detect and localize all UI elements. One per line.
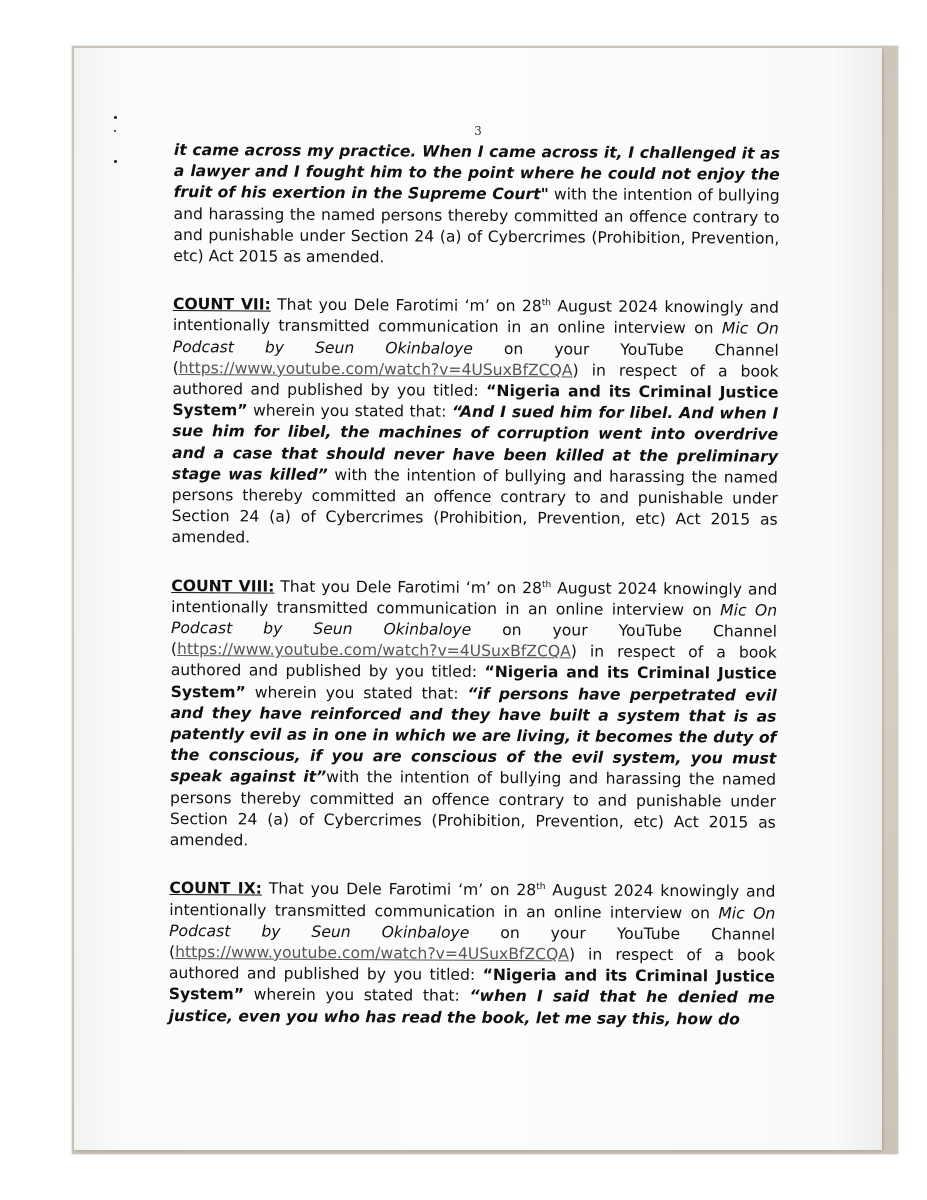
channel-text: on your YouTube Channel (: [170, 620, 778, 659]
count-label: COUNT VIII:: [171, 576, 275, 596]
count-label: COUNT VII:: [172, 295, 271, 314]
count-ix-paragraph: [169, 878, 776, 1030]
youtube-link[interactable]: https://www.youtube.com/watch?v=4USuxBfZCQA: [178, 358, 573, 380]
after-url-text: ) in respect of a book authored and published by you titled:: [168, 945, 776, 985]
intro-quote: it came across my practice. When I came across it, I challenged it as a lawyer and I fought him to the point where he could not enjoy the fruit of his exertion in the Supreme Court": [173, 140, 780, 204]
intro-rest: with the intention of bullying and harassing the named persons thereby committed an offence contrary to and punishable under Section 24 (a) of Cybercrimes (Prohibition, Prevention, etc) Act 2015 as amended.: [173, 185, 780, 267]
count-text: August 2024 knowingly and intentionally transmitted communication in an online interview on: [171, 578, 778, 620]
date-suffix: th: [541, 298, 552, 309]
book-title: “Nigeria and its Criminal Justice System”: [172, 381, 779, 420]
document-body: [168, 140, 780, 1057]
count-lead: That you Dele Farotimi ‘m’ on 28: [261, 879, 537, 900]
channel-text: on your YouTube Channel (: [172, 339, 779, 377]
after-url-text: ) in respect of a book authored and published by you titled:: [172, 361, 779, 400]
book-title: “Nigeria and its Criminal Justice System”: [168, 966, 775, 1004]
intro-paragraph: [173, 140, 780, 271]
page-number: 3: [474, 124, 482, 138]
count-text: August 2024 knowingly and intentionally transmitted communication in an online interview on: [172, 297, 780, 338]
count-quote: “when I said that he denied me justice, even you who has read the book, let me say this, how do: [168, 987, 775, 1028]
count-label: COUNT IX:: [169, 879, 262, 898]
date-suffix: th: [536, 882, 546, 893]
podcast-name: Mic On Podcast by Seun Okinbaloye: [170, 601, 778, 639]
count-viii-paragraph: [170, 576, 778, 855]
count-text: August 2024 knowingly and intentionally transmitted communication in an online interview on: [169, 881, 776, 922]
count-quote: “if persons have perpetrated evil and they have reinforced and they have built a system that is as patently evil as in one in which we are living, it becomes the duty of the conscious, if you are conscious of the evil system, you must speak against it”: [170, 684, 777, 787]
book-title: “Nigeria and its Criminal Justice System”: [170, 663, 777, 702]
podcast-name: Mic On Podcast by Seun Okinbaloye: [172, 319, 779, 358]
count-lead: That you Dele Farotimi ‘m’ on 28: [270, 295, 542, 316]
stated-text: wherein you stated that:: [247, 401, 452, 421]
youtube-link[interactable]: https://www.youtube.com/watch?v=4USuxBfZCQA: [175, 942, 570, 964]
stated-text: wherein you stated that:: [243, 985, 470, 1006]
after-url-text: ) in respect of a book authored and published by you titled:: [170, 642, 777, 682]
count-rest: with the intention of bullying and harassing the named persons thereby committed an offence contrary to and punishable under Section 24 (a) of Cybercrimes (Prohibition, Prevention, etc) Act 2015 as amended.: [169, 768, 777, 850]
count-lead: That you Dele Farotimi ‘m’ on 28: [274, 577, 543, 597]
date-suffix: th: [541, 579, 552, 590]
count-rest: with the intention of bullying and harassing the named persons thereby committed an offence contrary to and punishable under Section 24 (a) of Cybercrimes (Prohibition, Prevention, etc) Act 2015 as amended.: [171, 465, 778, 547]
stated-text: wherein you stated that:: [245, 683, 468, 703]
podcast-name: Mic On Podcast by Seun Okinbaloye: [169, 903, 776, 942]
count-quote: “And I sued him for libel. And when I sue him for libel, the machines of corruption went into overdrive and a case that should never have been killed at the preliminary stage was killed”: [171, 402, 779, 484]
channel-text: on your YouTube Channel (: [168, 923, 776, 961]
margin-marks: [114, 116, 120, 166]
count-vii-paragraph: [172, 294, 780, 552]
youtube-link[interactable]: https://www.youtube.com/watch?v=4USuxBfZCQA: [176, 640, 571, 661]
